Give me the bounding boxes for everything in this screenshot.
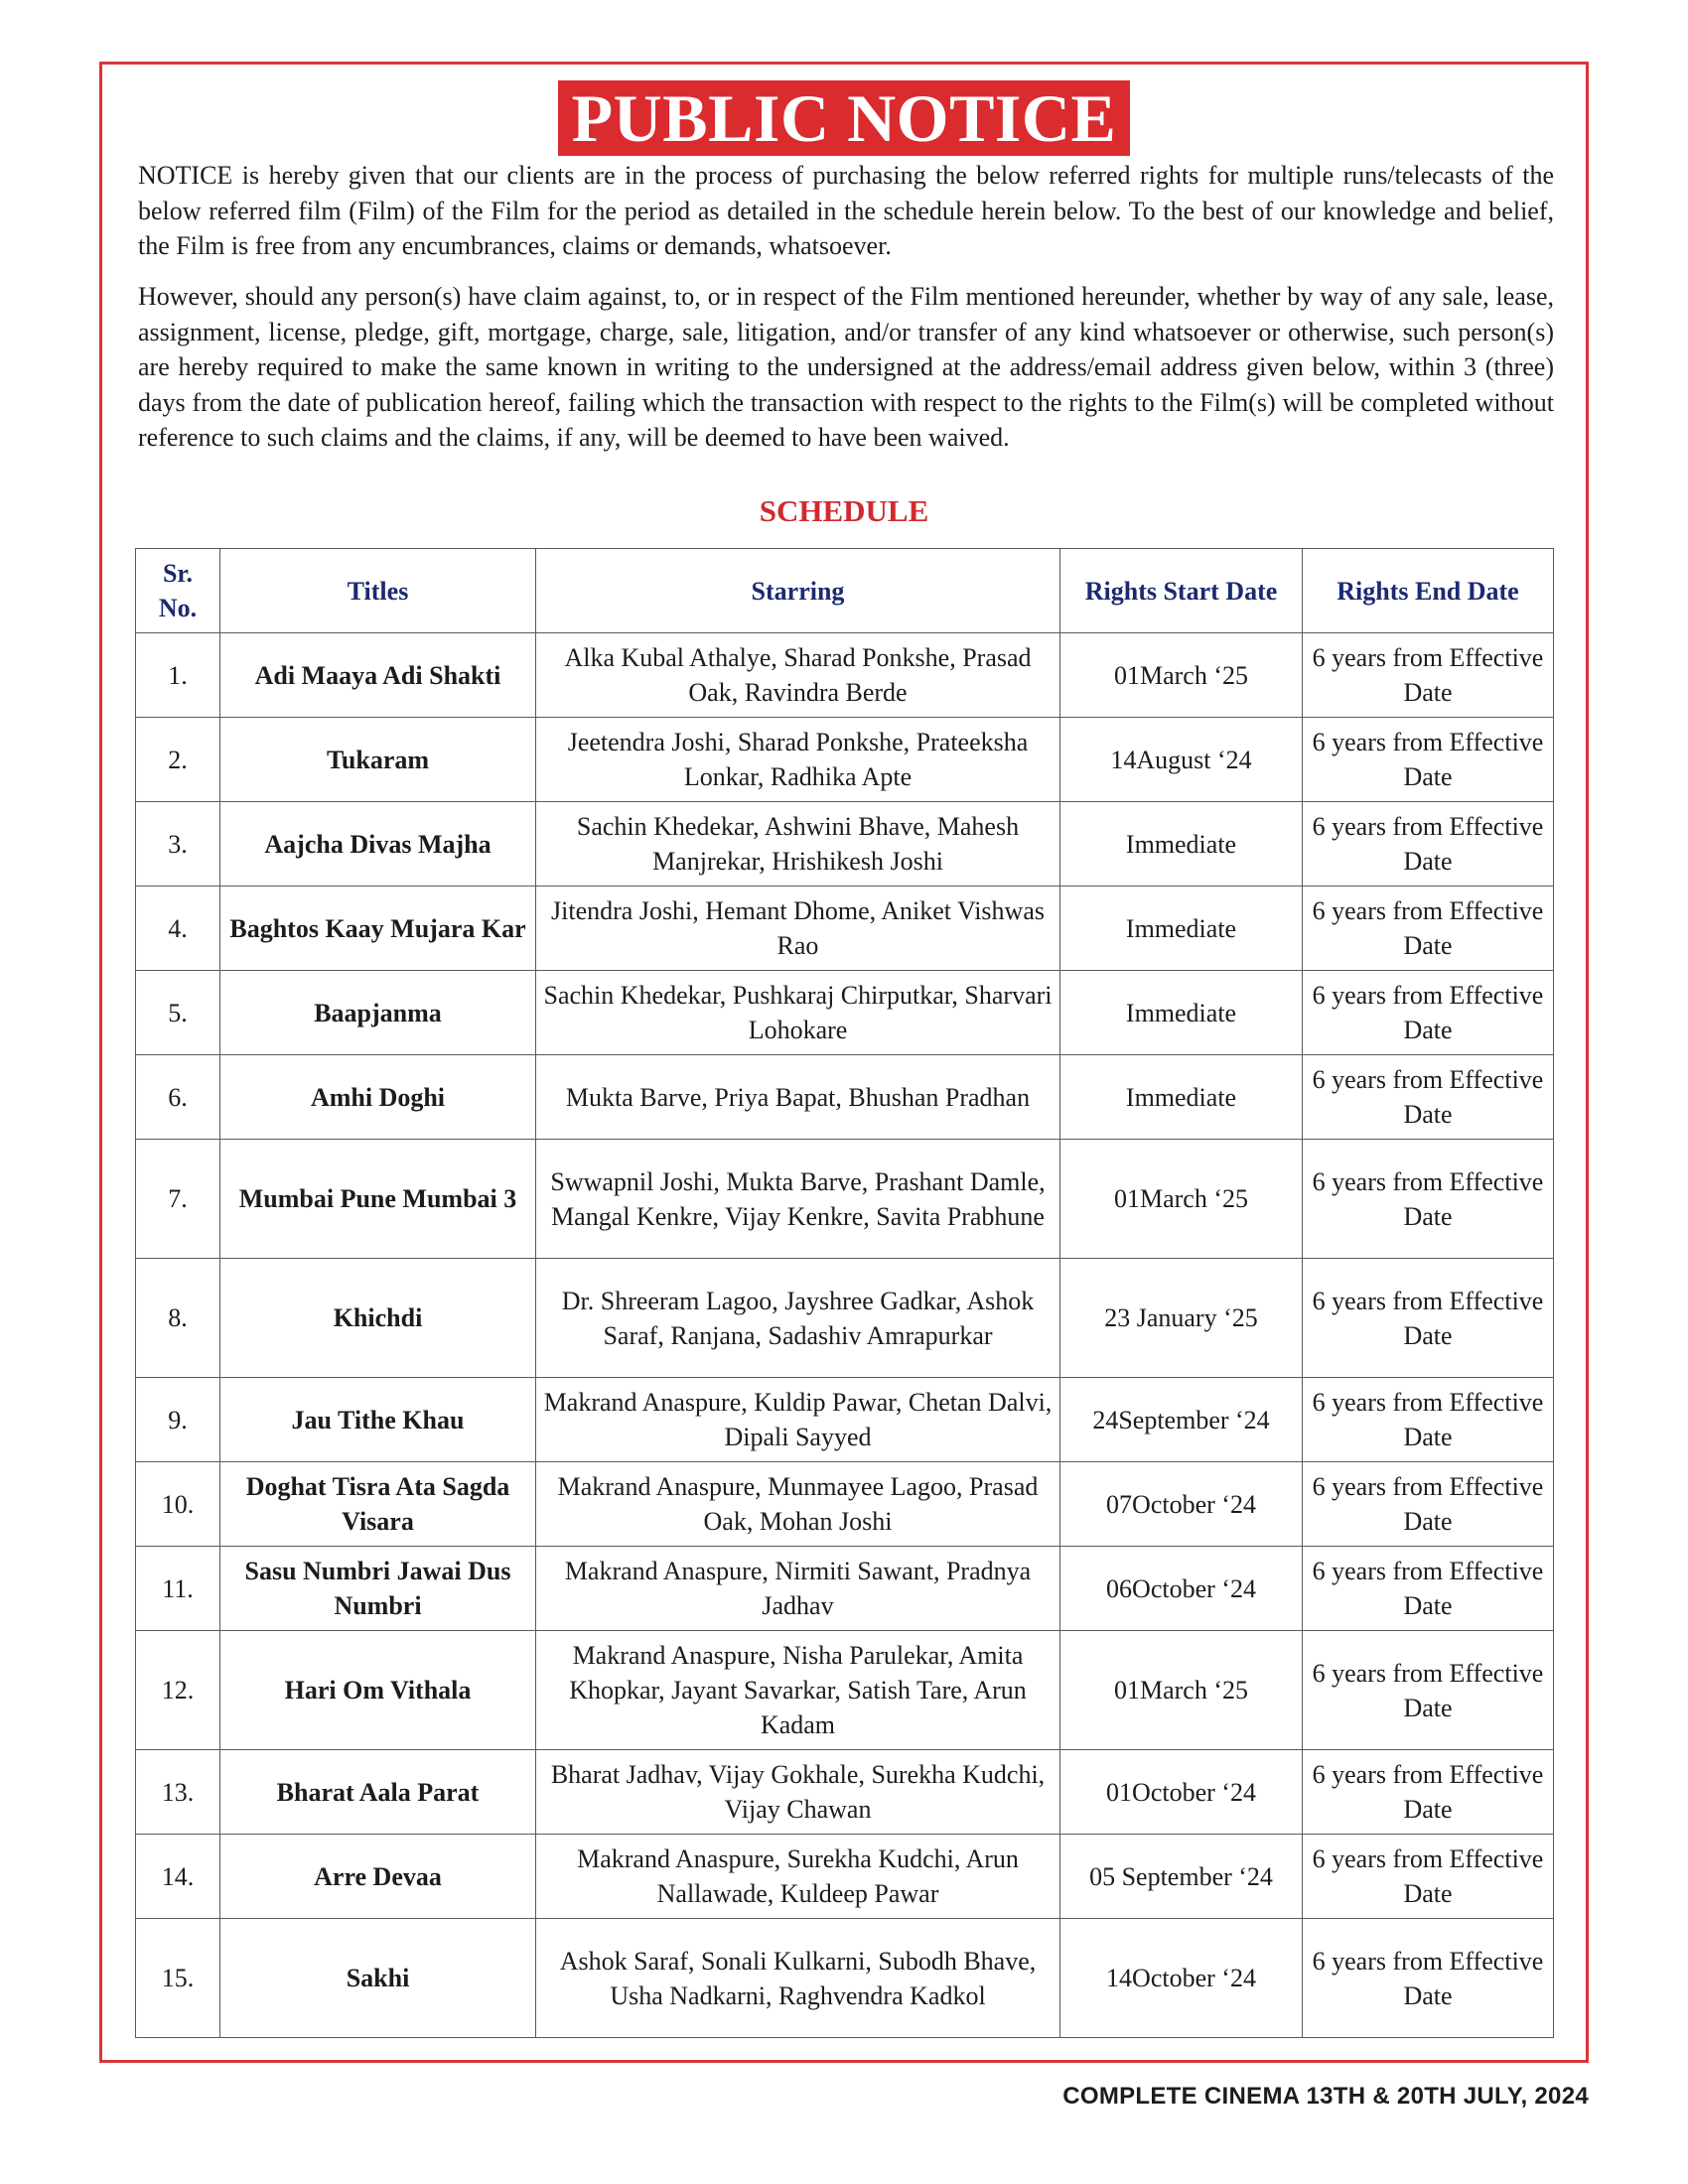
title-wrap xyxy=(102,80,1586,156)
end-date-cell: 6 years from Effective Date xyxy=(1303,1462,1554,1547)
title-cell: Adi Maaya Adi Shakti xyxy=(220,633,536,718)
table-row xyxy=(136,718,1554,802)
sr-no-cell: 5. xyxy=(136,971,220,1055)
header-sr-no: Sr. No. xyxy=(136,549,220,633)
starring-cell: Bharat Jadhav, Vijay Gokhale, Surekha Kudchi, Vijay Chawan xyxy=(536,1750,1060,1835)
sr-no-cell: 10. xyxy=(136,1462,220,1547)
starring-cell: Makrand Anaspure, Nirmiti Sawant, Pradnya Jadhav xyxy=(536,1547,1060,1631)
sr-no-cell: 3. xyxy=(136,802,220,887)
title-cell: Doghat Tisra Ata Sagda Visara xyxy=(220,1462,536,1547)
start-date-cell: 01March ‘25 xyxy=(1060,1140,1303,1259)
table-row xyxy=(136,971,1554,1055)
end-date-cell: 6 years from Effective Date xyxy=(1303,1631,1554,1750)
sr-no-cell: 2. xyxy=(136,718,220,802)
start-date-cell: 23 January ‘25 xyxy=(1060,1259,1303,1378)
end-date-cell: 6 years from Effective Date xyxy=(1303,1259,1554,1378)
end-date-cell: 6 years from Effective Date xyxy=(1303,802,1554,887)
start-date-cell: 01March ‘25 xyxy=(1060,1631,1303,1750)
title-cell: Baapjanma xyxy=(220,971,536,1055)
start-date-cell: 14October ‘24 xyxy=(1060,1919,1303,2038)
starring-cell: Alka Kubal Athalye, Sharad Ponkshe, Prasad Oak, Ravindra Berde xyxy=(536,633,1060,718)
title-cell: Khichdi xyxy=(220,1259,536,1378)
header-rights-start-date: Rights Start Date xyxy=(1060,549,1303,633)
starring-cell: Mukta Barve, Priya Bapat, Bhushan Pradhan xyxy=(536,1055,1060,1140)
start-date-cell: 01October ‘24 xyxy=(1060,1750,1303,1835)
start-date-cell: Immediate xyxy=(1060,971,1303,1055)
title-cell: Hari Om Vithala xyxy=(220,1631,536,1750)
title-cell: Tukaram xyxy=(220,718,536,802)
sr-no-cell: 4. xyxy=(136,887,220,971)
title-cell: Sasu Numbri Jawai Dus Numbri xyxy=(220,1547,536,1631)
table-row xyxy=(136,1055,1554,1140)
table-row xyxy=(136,1259,1554,1378)
table-row xyxy=(136,887,1554,971)
title-cell: Baghtos Kaay Mujara Kar xyxy=(220,887,536,971)
sr-no-cell: 8. xyxy=(136,1259,220,1378)
end-date-cell: 6 years from Effective Date xyxy=(1303,1750,1554,1835)
table-row xyxy=(136,1750,1554,1835)
sr-no-cell: 12. xyxy=(136,1631,220,1750)
starring-cell: Swwapnil Joshi, Mukta Barve, Prashant Damle, Mangal Kenkre, Vijay Kenkre, Savita Prabhune xyxy=(536,1140,1060,1259)
end-date-cell: 6 years from Effective Date xyxy=(1303,718,1554,802)
starring-cell: Makrand Anaspure, Nisha Parulekar, Amita Khopkar, Jayant Savarkar, Satish Tare, Arun Kadam xyxy=(536,1631,1060,1750)
header-titles: Titles xyxy=(220,549,536,633)
notice-paragraph-1: NOTICE is hereby given that our clients are in the process of purchasing the below referred rights for multiple runs/telecasts of the below referred film (Film) of the Film for the period as detailed in the schedule herein below. To the best of our knowledge and belief, the Film is free from any encumbrances, claims or demands, whatsoever. xyxy=(138,161,1554,260)
table-row xyxy=(136,633,1554,718)
sr-no-cell: 7. xyxy=(136,1140,220,1259)
title-cell: Aajcha Divas Majha xyxy=(220,802,536,887)
end-date-cell: 6 years from Effective Date xyxy=(1303,633,1554,718)
table-row xyxy=(136,1835,1554,1919)
title-cell: Amhi Doghi xyxy=(220,1055,536,1140)
end-date-cell: 6 years from Effective Date xyxy=(1303,1378,1554,1462)
table-header-row xyxy=(136,549,1554,633)
start-date-cell: 01March ‘25 xyxy=(1060,633,1303,718)
start-date-cell: 06October ‘24 xyxy=(1060,1547,1303,1631)
end-date-cell: 6 years from Effective Date xyxy=(1303,1919,1554,2038)
end-date-cell: 6 years from Effective Date xyxy=(1303,887,1554,971)
schedule-table xyxy=(135,548,1554,2038)
table-row xyxy=(136,1378,1554,1462)
title-cell: Jau Tithe Khau xyxy=(220,1378,536,1462)
starring-cell: Makrand Anaspure, Surekha Kudchi, Arun Nallawade, Kuldeep Pawar xyxy=(536,1835,1060,1919)
table-row xyxy=(136,802,1554,887)
start-date-cell: 24September ‘24 xyxy=(1060,1378,1303,1462)
sr-no-cell: 6. xyxy=(136,1055,220,1140)
start-date-cell: 05 September ‘24 xyxy=(1060,1835,1303,1919)
starring-cell: Jeetendra Joshi, Sharad Ponkshe, Prateeksha Lonkar, Radhika Apte xyxy=(536,718,1060,802)
sr-no-cell: 9. xyxy=(136,1378,220,1462)
start-date-cell: 07October ‘24 xyxy=(1060,1462,1303,1547)
schedule-table-body xyxy=(136,633,1554,2038)
title-cell: Mumbai Pune Mumbai 3 xyxy=(220,1140,536,1259)
starring-cell: Sachin Khedekar, Ashwini Bhave, Mahesh Manjrekar, Hrishikesh Joshi xyxy=(536,802,1060,887)
starring-cell: Dr. Shreeram Lagoo, Jayshree Gadkar, Ashok Saraf, Ranjana, Sadashiv Amrapurkar xyxy=(536,1259,1060,1378)
sr-no-cell: 13. xyxy=(136,1750,220,1835)
title-cell: Arre Devaa xyxy=(220,1835,536,1919)
title-cell: Bharat Aala Parat xyxy=(220,1750,536,1835)
end-date-cell: 6 years from Effective Date xyxy=(1303,1140,1554,1259)
end-date-cell: 6 years from Effective Date xyxy=(1303,971,1554,1055)
start-date-cell: Immediate xyxy=(1060,887,1303,971)
end-date-cell: 6 years from Effective Date xyxy=(1303,1547,1554,1631)
table-row xyxy=(136,1547,1554,1631)
starring-cell: Jitendra Joshi, Hemant Dhome, Aniket Vishwas Rao xyxy=(536,887,1060,971)
end-date-cell: 6 years from Effective Date xyxy=(1303,1835,1554,1919)
starring-cell: Ashok Saraf, Sonali Kulkarni, Subodh Bhave, Usha Nadkarni, Raghvendra Kadkol xyxy=(536,1919,1060,2038)
start-date-cell: 14August ‘24 xyxy=(1060,718,1303,802)
notice-title: PUBLIC NOTICE xyxy=(558,80,1131,156)
starring-cell: Makrand Anaspure, Munmayee Lagoo, Prasad Oak, Mohan Joshi xyxy=(536,1462,1060,1547)
starring-cell: Sachin Khedekar, Pushkaraj Chirputkar, Sharvari Lohokare xyxy=(536,971,1060,1055)
starring-cell: Makrand Anaspure, Kuldip Pawar, Chetan Dalvi, Dipali Sayyed xyxy=(536,1378,1060,1462)
schedule-heading: SCHEDULE xyxy=(759,493,929,528)
start-date-cell: Immediate xyxy=(1060,802,1303,887)
title-cell: Sakhi xyxy=(220,1919,536,2038)
table-row xyxy=(136,1462,1554,1547)
header-starring: Starring xyxy=(536,549,1060,633)
table-row xyxy=(136,1631,1554,1750)
start-date-cell: Immediate xyxy=(1060,1055,1303,1140)
footer-publication-line: COMPLETE CINEMA 13TH & 20TH JULY, 2024 xyxy=(1062,2083,1589,2110)
notice-frame xyxy=(99,62,1589,2063)
end-date-cell: 6 years from Effective Date xyxy=(1303,1055,1554,1140)
sr-no-cell: 11. xyxy=(136,1547,220,1631)
header-rights-end-date: Rights End Date xyxy=(1303,549,1554,633)
sr-no-cell: 15. xyxy=(136,1919,220,2038)
notice-paragraph-2: However, should any person(s) have claim against, to, or in respect of the Film mentioned hereunder, whether by way of any sale, lease, assignment, license, pledge, gift, mortgage, charge, sale, litigation, and/or transfer of any kind whatsoever or otherwise, such person(s) are hereby required to make the same known in writing to the undersigned at the address/email address given below, within 3 (three) days from the date of publication hereof, failing which the transaction with respect to the rights to the Film(s) will be completed without reference to such claims and the claims, if any, will be deemed to have been waived. xyxy=(138,282,1554,452)
table-row xyxy=(136,1140,1554,1259)
table-row xyxy=(136,1919,1554,2038)
sr-no-cell: 14. xyxy=(136,1835,220,1919)
sr-no-cell: 1. xyxy=(136,633,220,718)
